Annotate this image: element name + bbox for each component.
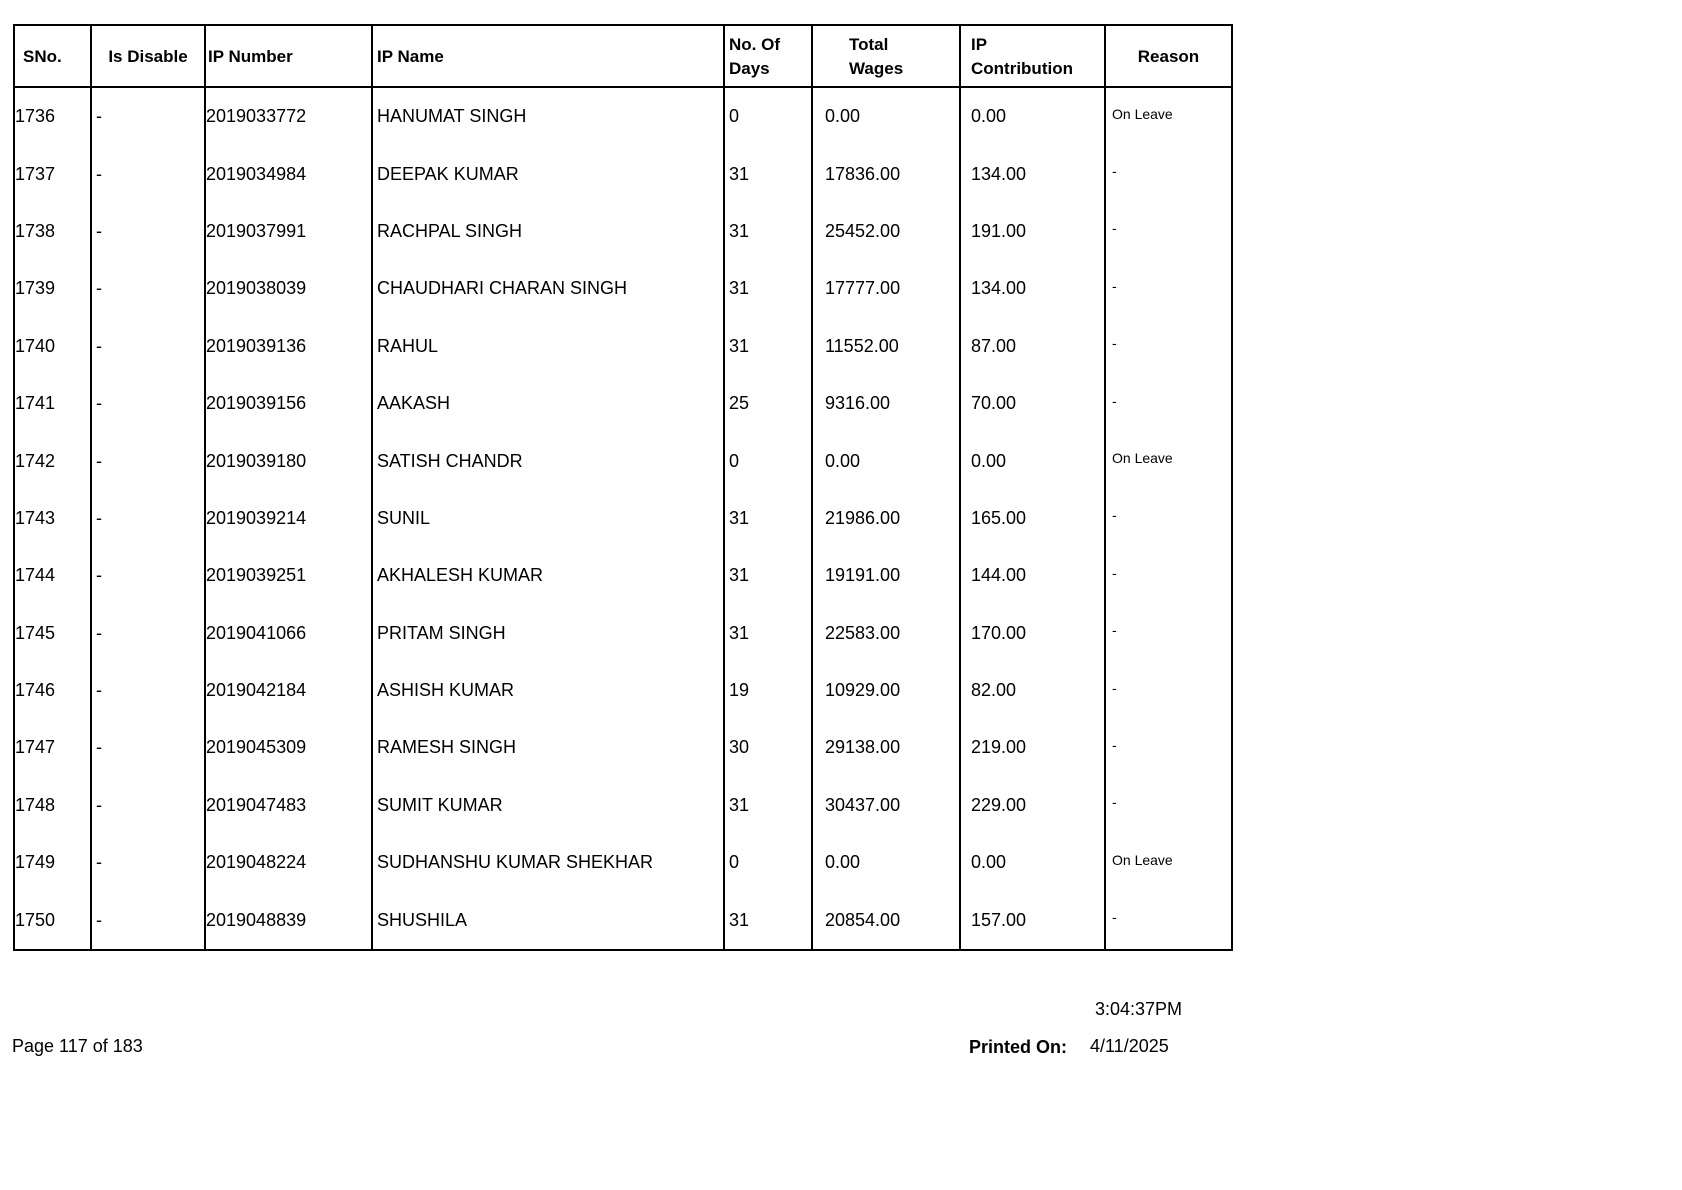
cell-ip-contribution: 0.00 [960, 834, 1105, 891]
cell-ip-name: SATISH CHANDR [372, 432, 724, 489]
header-no-of-days-line1: No. Of [729, 35, 780, 54]
cell-ip-number: 2019034984 [205, 145, 372, 202]
cell-ip-contribution: 87.00 [960, 318, 1105, 375]
table-row [14, 87, 1232, 145]
cell-sno: 1745 [14, 605, 91, 662]
cell-sno: 1749 [14, 834, 91, 891]
cell-is-disable: - [91, 87, 205, 145]
table-row [14, 834, 1232, 891]
header-total-wages [812, 25, 960, 87]
reason-text: On Leave [1112, 450, 1173, 467]
printed-date: 4/11/2025 [1090, 1036, 1169, 1056]
cell-reason [1105, 87, 1232, 145]
cell-ip-name: HANUMAT SINGH [372, 87, 724, 145]
cell-is-disable: - [91, 777, 205, 834]
cell-is-disable: - [91, 375, 205, 432]
cell-sno: 1747 [14, 719, 91, 776]
cell-reason [1105, 662, 1232, 719]
cell-total-wages: 0.00 [812, 87, 960, 145]
cell-ip-contribution: 144.00 [960, 547, 1105, 604]
cell-total-wages: 20854.00 [812, 891, 960, 949]
header-total-wages-line2: Wages [849, 59, 904, 78]
cell-no-of-days: 31 [724, 260, 812, 317]
cell-ip-contribution: 134.00 [960, 145, 1105, 202]
cell-ip-contribution: 170.00 [960, 605, 1105, 662]
cell-no-of-days: 31 [724, 203, 812, 260]
cell-ip-number: 2019048839 [205, 891, 372, 949]
cell-reason [1105, 490, 1232, 547]
cell-ip-name: SUDHANSHU KUMAR SHEKHAR [372, 834, 724, 891]
cell-ip-name: RACHPAL SINGH [372, 203, 724, 260]
cell-ip-number: 2019039136 [205, 318, 372, 375]
reason-text: - [1112, 507, 1117, 524]
cell-ip-contribution: 0.00 [960, 432, 1105, 489]
cell-sno: 1741 [14, 375, 91, 432]
cell-is-disable: - [91, 547, 205, 604]
reason-text: On Leave [1112, 851, 1173, 868]
cell-ip-contribution: 219.00 [960, 719, 1105, 776]
cell-sno: 1743 [14, 490, 91, 547]
cell-no-of-days: 25 [724, 375, 812, 432]
cell-reason [1105, 547, 1232, 604]
cell-is-disable: - [91, 145, 205, 202]
cell-no-of-days: 0 [724, 432, 812, 489]
cell-total-wages: 11552.00 [812, 318, 960, 375]
table-body [14, 87, 1232, 950]
cell-reason [1105, 605, 1232, 662]
cell-ip-contribution: 157.00 [960, 891, 1105, 949]
cell-reason [1105, 432, 1232, 489]
cell-no-of-days: 31 [724, 318, 812, 375]
cell-ip-name: PRITAM SINGH [372, 605, 724, 662]
cell-ip-contribution: 165.00 [960, 490, 1105, 547]
cell-sno: 1746 [14, 662, 91, 719]
cell-total-wages: 17836.00 [812, 145, 960, 202]
cell-total-wages: 30437.00 [812, 777, 960, 834]
cell-total-wages: 29138.00 [812, 719, 960, 776]
cell-ip-name: SHUSHILA [372, 891, 724, 949]
cell-is-disable: - [91, 203, 205, 260]
table-row [14, 203, 1232, 260]
cell-ip-number: 2019048224 [205, 834, 372, 891]
cell-reason [1105, 834, 1232, 891]
table-row [14, 145, 1232, 202]
cell-no-of-days: 31 [724, 547, 812, 604]
cell-ip-name: AKHALESH KUMAR [372, 547, 724, 604]
table-row [14, 719, 1232, 776]
cell-no-of-days: 0 [724, 834, 812, 891]
reason-text: - [1112, 794, 1117, 811]
cell-ip-name: ASHISH KUMAR [372, 662, 724, 719]
table-row [14, 490, 1232, 547]
cell-ip-name: SUNIL [372, 490, 724, 547]
cell-no-of-days: 31 [724, 605, 812, 662]
cell-ip-number: 2019047483 [205, 777, 372, 834]
contribution-table [13, 24, 1233, 951]
reason-text: - [1112, 163, 1117, 180]
reason-text: - [1112, 679, 1117, 696]
cell-total-wages: 17777.00 [812, 260, 960, 317]
cell-ip-name: SUMIT KUMAR [372, 777, 724, 834]
cell-ip-number: 2019041066 [205, 605, 372, 662]
cell-sno: 1736 [14, 87, 91, 145]
header-ip-contribution-line2: Contribution [971, 59, 1073, 78]
cell-sno: 1750 [14, 891, 91, 949]
cell-is-disable: - [91, 260, 205, 317]
page-number: Page 117 of 183 [12, 1036, 143, 1056]
cell-is-disable: - [91, 719, 205, 776]
header-is-disable: Is Disable [91, 25, 205, 87]
cell-no-of-days: 19 [724, 662, 812, 719]
reason-text: - [1112, 277, 1117, 294]
table-row [14, 260, 1232, 317]
cell-sno: 1738 [14, 203, 91, 260]
table-row [14, 547, 1232, 604]
reason-text: - [1112, 220, 1117, 237]
cell-reason [1105, 375, 1232, 432]
cell-is-disable: - [91, 891, 205, 949]
cell-ip-number: 2019037991 [205, 203, 372, 260]
reason-text: - [1112, 392, 1117, 409]
reason-text: - [1112, 564, 1117, 581]
cell-no-of-days: 30 [724, 719, 812, 776]
cell-ip-contribution: 70.00 [960, 375, 1105, 432]
printed-on-label: Printed On: [969, 1037, 1067, 1057]
cell-sno: 1737 [14, 145, 91, 202]
cell-no-of-days: 31 [724, 891, 812, 949]
cell-is-disable: - [91, 662, 205, 719]
cell-total-wages: 21986.00 [812, 490, 960, 547]
cell-no-of-days: 31 [724, 777, 812, 834]
cell-reason [1105, 891, 1232, 949]
table-row [14, 605, 1232, 662]
cell-ip-name: RAHUL [372, 318, 724, 375]
table-row [14, 662, 1232, 719]
table-row [14, 432, 1232, 489]
reason-text: - [1112, 909, 1117, 926]
cell-ip-number: 2019039214 [205, 490, 372, 547]
header-ip-number: IP Number [205, 25, 372, 87]
cell-sno: 1748 [14, 777, 91, 834]
cell-sno: 1744 [14, 547, 91, 604]
cell-total-wages: 0.00 [812, 432, 960, 489]
cell-no-of-days: 31 [724, 145, 812, 202]
cell-reason [1105, 145, 1232, 202]
cell-ip-contribution: 134.00 [960, 260, 1105, 317]
cell-ip-name: RAMESH SINGH [372, 719, 724, 776]
table-row [14, 375, 1232, 432]
header-ip-contribution-line1: IP [971, 35, 988, 54]
cell-no-of-days: 31 [724, 490, 812, 547]
table-header-row [14, 25, 1232, 87]
header-ip-contribution [960, 25, 1105, 87]
cell-sno: 1742 [14, 432, 91, 489]
cell-ip-name: CHAUDHARI CHARAN SINGH [372, 260, 724, 317]
cell-is-disable: - [91, 490, 205, 547]
cell-ip-number: 2019045309 [205, 719, 372, 776]
cell-ip-number: 2019039180 [205, 432, 372, 489]
header-no-of-days [724, 25, 812, 87]
header-total-wages-line1: Total [849, 35, 889, 54]
cell-sno: 1739 [14, 260, 91, 317]
cell-reason [1105, 777, 1232, 834]
cell-ip-number: 2019033772 [205, 87, 372, 145]
cell-ip-number: 2019038039 [205, 260, 372, 317]
cell-total-wages: 22583.00 [812, 605, 960, 662]
cell-ip-name: AAKASH [372, 375, 724, 432]
cell-total-wages: 19191.00 [812, 547, 960, 604]
reason-text: - [1112, 736, 1117, 753]
cell-is-disable: - [91, 834, 205, 891]
cell-ip-contribution: 229.00 [960, 777, 1105, 834]
table-row [14, 891, 1232, 949]
cell-total-wages: 25452.00 [812, 203, 960, 260]
cell-ip-number: 2019039251 [205, 547, 372, 604]
cell-is-disable: - [91, 605, 205, 662]
cell-is-disable: - [91, 432, 205, 489]
table-row [14, 318, 1232, 375]
cell-reason [1105, 318, 1232, 375]
cell-ip-name: DEEPAK KUMAR [372, 145, 724, 202]
cell-ip-contribution: 82.00 [960, 662, 1105, 719]
header-sno: SNo. [14, 25, 91, 87]
reason-text: - [1112, 622, 1117, 639]
cell-sno: 1740 [14, 318, 91, 375]
print-time: 3:04:37PM [1095, 999, 1183, 1019]
header-no-of-days-line2: Days [729, 59, 770, 78]
cell-reason [1105, 203, 1232, 260]
table-row [14, 777, 1232, 834]
header-ip-name: IP Name [372, 25, 724, 87]
cell-ip-number: 2019039156 [205, 375, 372, 432]
header-reason: Reason [1105, 25, 1232, 87]
cell-ip-number: 2019042184 [205, 662, 372, 719]
cell-reason [1105, 260, 1232, 317]
cell-total-wages: 9316.00 [812, 375, 960, 432]
reason-text: On Leave [1112, 105, 1173, 122]
cell-no-of-days: 0 [724, 87, 812, 145]
cell-ip-contribution: 191.00 [960, 203, 1105, 260]
cell-total-wages: 10929.00 [812, 662, 960, 719]
cell-reason [1105, 719, 1232, 776]
cell-ip-contribution: 0.00 [960, 87, 1105, 145]
cell-is-disable: - [91, 318, 205, 375]
cell-total-wages: 0.00 [812, 834, 960, 891]
reason-text: - [1112, 335, 1117, 352]
